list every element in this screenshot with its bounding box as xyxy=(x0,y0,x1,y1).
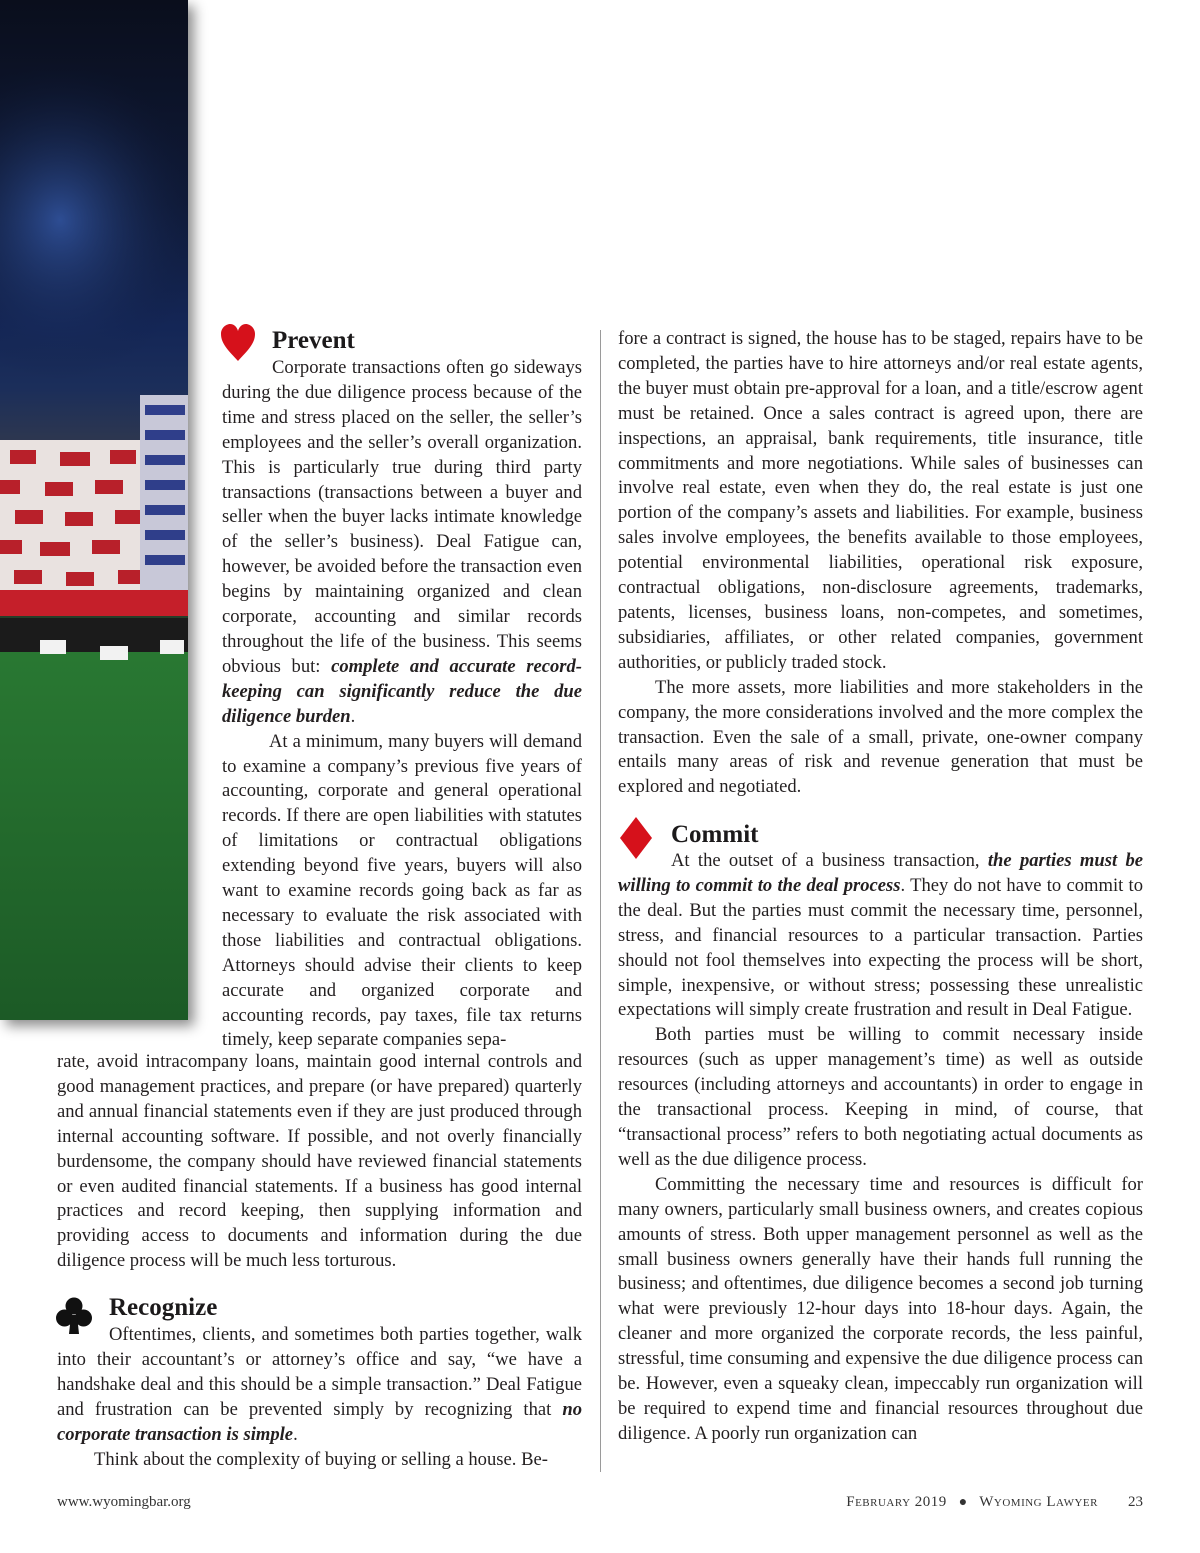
commit-p1-emphasis: the parties must be willing to commit to the deal process xyxy=(618,850,1143,896)
commit-p1-text: At the outset of a business transaction, xyxy=(671,850,988,871)
prevent-p1-end: . xyxy=(350,705,356,727)
footer-publication: Wyoming Lawyer xyxy=(979,1494,1098,1510)
commit-paragraph-3: Committing the necessary time and resources is difficult for many owners, particularly small business owners, and creates copious amounts of stress. Both upper management personnel as well as the small business owners generally have their hands full running the business; and oftentimes, due diligence becomes a second job turning what were previously 12-hour days into 18-hour days. Again, the cleaner and more organized the corporate records, the less painful, stressful, time consuming and expensive the due diligence process can be. However, even a squeaky clean, impeccably run organization will be required to expend time and financial resources throughout due diligence. A poorly run organization can xyxy=(618,1173,1143,1444)
commit-text-column xyxy=(618,849,1143,1447)
prevent-paragraph-2b: rate, avoid intracompany loans, maintain good internal controls and good management practices, and prepare (or have prepared) quarterly and annual financial statements even if they are just produced through internal accounting software. If possible, and not overly financially burdensome, the company should have reviewed financial statements or even audited financial statements. If a business has good internal practices and record keeping, then supplying information and providing access to documents and information during the due diligence process will be much less torturous. xyxy=(57,1051,582,1272)
right-text-column xyxy=(618,327,1143,800)
commit-paragraph-2: Both parties must be willing to commit necessary inside resources (such as upper management’s time) as well as outside resources (including attorneys and accountants) in order to engage in the transactional process. Keeping in mind, of course, that “transactional process” refers to both negotiating actual documents as well as the due diligence process. xyxy=(618,1024,1143,1170)
poker-chips-photo xyxy=(0,0,188,1020)
footer-website-link[interactable]: www.wyomingbar.org xyxy=(57,1494,191,1510)
footer-bullet: ● xyxy=(958,1495,968,1510)
poker-chips-illustration xyxy=(0,0,188,1020)
prevent-paragraph-2a: At a minimum, many buyers will demand to examine a company’s previous five years of accounting, corporate and general operational records. If there are open liabilities with statutes of limitations or contractual obligations extending beyond five years, buyers will also want to examine records going back as far as necessary to evaluate the risk associated with those liabilities and contractual obligations. Attorneys should advise their clients to keep accurate and organized corporate and accounting records, pay taxes, file tax returns timely, keep separate companies sepa- xyxy=(222,730,582,1051)
recognize-p1-emphasis: no corporate transaction is simple xyxy=(57,1398,582,1445)
recognize-paragraph-2b: fore a contract is signed, the house has to be staged, repairs have to be completed, the parties have to hire attorneys and/or real estate agents, the buyer must obtain pre-approval for a loan, and a title/escrow agent must be retained. Once a sales contract is agreed upon, there are inspections, an appraisal, bank requirements, title insurance, title commitments and more negotiations. While sales of businesses can involve real estate, even when they do, the real estate is just one portion of the company’s assets and liabilities. For example, business sales involve employees, the benefits available to those employees, potential environmental liabilities, operational risk exposure, contractual obligations, non-disclosure agreements, trademarks, patents, licenses, business loans, non-competes, and sometimes, subsidiaries, affiliates, or other related companies, government authorities, or publicly traded stock. xyxy=(618,328,1143,673)
commit-paragraph-1 xyxy=(618,849,1143,1023)
footer-issue-info xyxy=(846,1494,1143,1511)
prevent-p1-emphasis: complete and accurate record-keeping can significantly reduce the due diligence burden xyxy=(222,655,582,727)
section-title-recognize: Recognize xyxy=(109,1294,218,1321)
recognize-paragraph-1 xyxy=(57,1323,582,1448)
footer-month: February 2019 xyxy=(846,1494,947,1510)
column-divider xyxy=(600,330,601,1472)
recognize-paragraph-2a: Think about the complexity of buying or selling a house. Be- xyxy=(94,1448,548,1470)
recognize-p1-end: . xyxy=(293,1423,298,1445)
prevent-text-column xyxy=(222,356,582,1053)
prevent-paragraph-1 xyxy=(222,356,582,730)
section-title-commit: Commit xyxy=(671,821,759,848)
prevent-text-continued xyxy=(57,1050,582,1274)
recognize-p1-text: Oftentimes, clients, and sometimes both parties together, walk into their accountant’s or attorney’s office and say, “we have a handshake deal and this should be a simple transaction.” Deal Fatigue and frustration can be prevented simply by recognizing that xyxy=(57,1324,582,1420)
recognize-paragraph-3: The more assets, more liabilities and more stakeholders in the company, the more considerations involved and the more complex the transaction. Even the sale of a small, private, one-owner company entails many areas of risk and revenue generation that must be explored and negotiated. xyxy=(618,676,1143,798)
section-title-prevent: Prevent xyxy=(272,327,355,354)
recognize-text-column xyxy=(57,1323,582,1472)
prevent-p1-text: Corporate transactions often go sideways during the due diligence process because of the time and stress placed on the seller, the seller’s employees and the seller’s overall organization. This is particularly true during third party transactions (transactions between a buyer and seller when the buyer lacks intimate knowledge of the seller’s business). Deal Fatigue can, however, be avoided before the transaction even begins by maintaining organized and clean corporate, accounting and similar records throughout the life of the business. This seems obvious but: xyxy=(222,357,582,677)
page-number: 23 xyxy=(1128,1494,1143,1510)
commit-p1-end: . They do not have to commit to the deal. But the parties must commit the necessary time, personnel, stress, and financial resources to a particular transaction. Parties should not fool themselves into expecting the process will be short, simple, inexpensive, or without stress; possessing these unrealistic expectations will simply create frustration and result in Deal Fatigue. xyxy=(618,874,1143,1021)
